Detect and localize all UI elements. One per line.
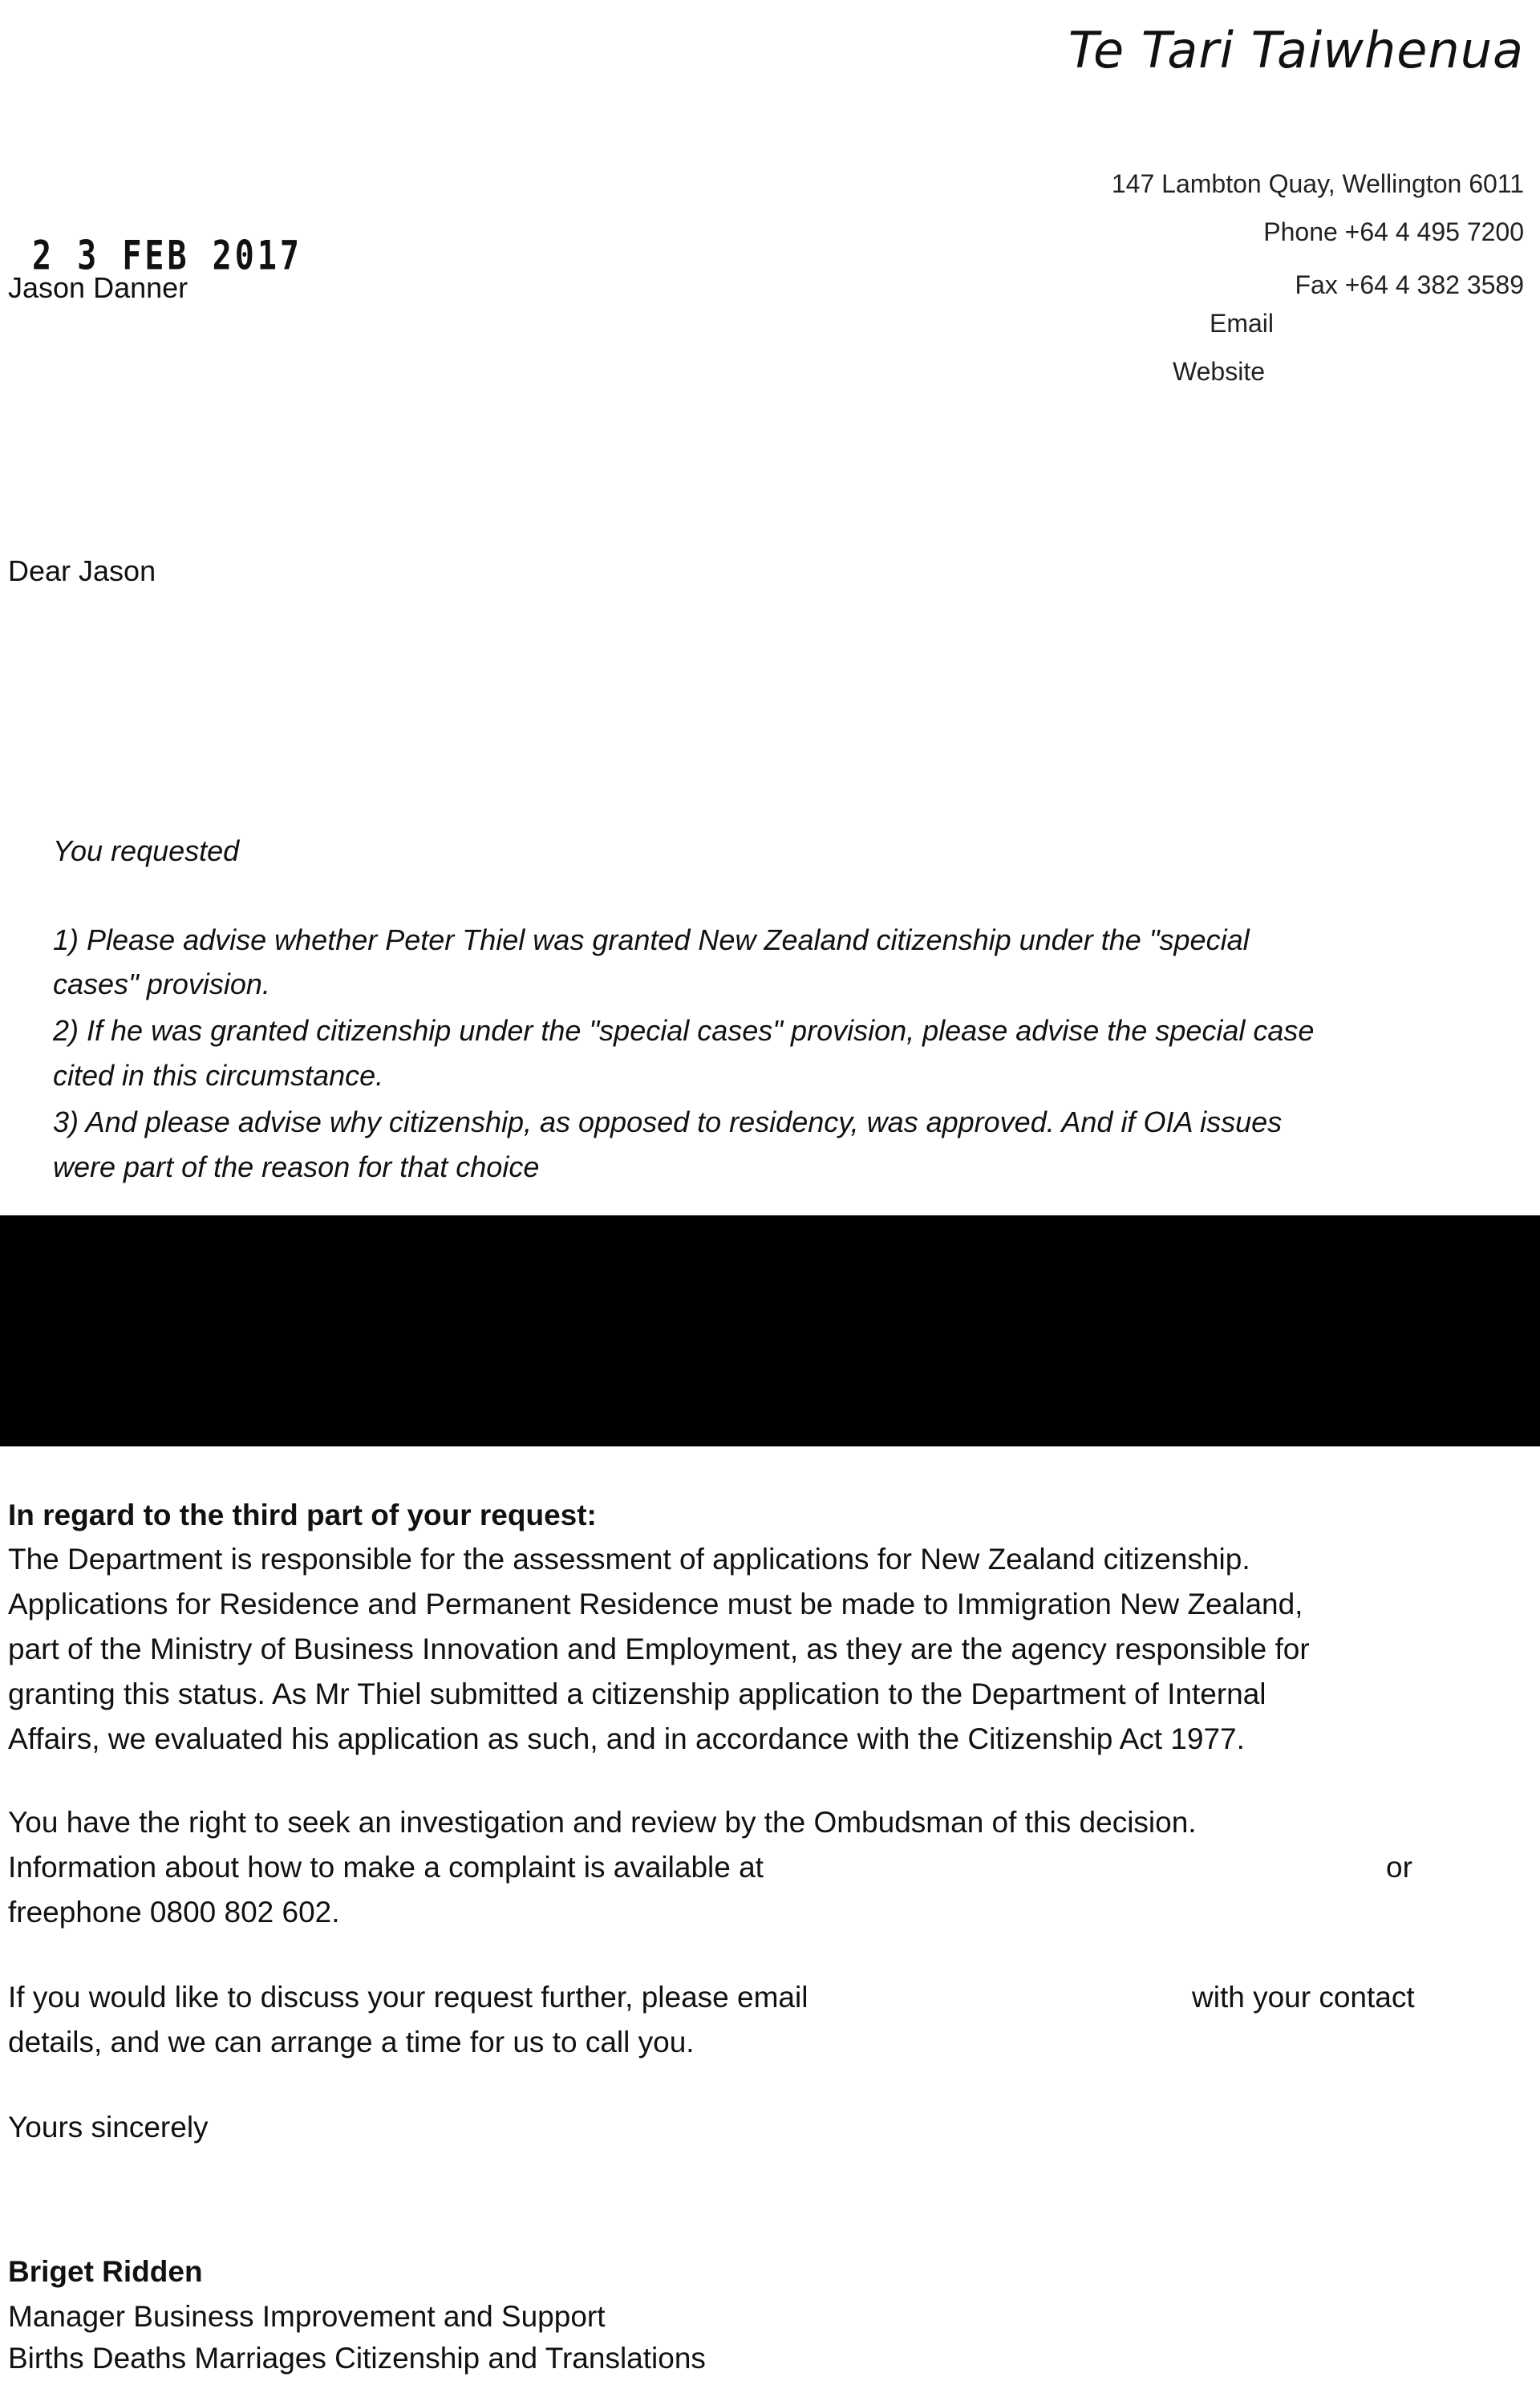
request-item-2-line1: 2) If he was granted citizenship under the "special cases" provision, please advise the special case — [53, 1014, 1315, 1047]
ombudsman-line-1: You have the right to seek an investigation and review by the Ombudsman of this decision. — [8, 1806, 1197, 1839]
email-label: Email — [1210, 309, 1275, 338]
third-part-line: Applications for Residence and Permanent Residence must be made to Immigration New Zealand, — [8, 1588, 1303, 1620]
address-line: 147 Lambton Quay, Wellington 6011 — [1111, 169, 1524, 198]
discuss-line-1-end: with your contact — [1192, 1981, 1415, 2014]
request-item-1-line2: cases" provision. — [53, 967, 270, 1000]
organisation-name: Te Tari Taiwhenua — [1068, 21, 1524, 79]
closing: Yours sincerely — [8, 2111, 209, 2144]
third-part-line: part of the Ministry of Business Innovation and Employment, as they are the agency responsible for — [8, 1633, 1310, 1665]
request-item-1-line1: 1) Please advise whether Peter Thiel was granted New Zealand citizenship under the "special — [53, 923, 1250, 956]
third-part-heading: In regard to the third part of your request: — [8, 1499, 597, 1531]
ombudsman-line-2-start: Information about how to make a complaint is available at — [8, 1851, 764, 1884]
website-label: Website — [1173, 357, 1266, 386]
date-stamp: 2 3 FEB 2017 — [32, 233, 302, 279]
salutation: Dear Jason — [8, 554, 156, 587]
phone-line: Phone +64 4 495 7200 — [1263, 217, 1524, 246]
third-part-line: The Department is responsible for the assessment of applications for New Zealand citizenship. — [8, 1543, 1250, 1576]
request-item-2-line2: cited in this circumstance. — [53, 1059, 384, 1092]
ombudsman-line-2-end: or — [1386, 1851, 1412, 1884]
discuss-line-1-start: If you would like to discuss your request further, please email — [8, 1981, 808, 2014]
signatory-name: Briget Ridden — [8, 2255, 203, 2288]
fax-line: Fax +64 4 382 3589 — [1295, 270, 1524, 299]
request-item-3-line1: 3) And please advise why citizenship, as opposed to residency, was approved. And if OIA issues — [53, 1105, 1283, 1138]
request-item-3-line2: were part of the reason for that choice — [53, 1150, 540, 1183]
third-part-line: Affairs, we evaluated his application as such, and in accordance with the Citizenship Act 1977. — [8, 1722, 1245, 1755]
recipient-name: Jason Danner — [8, 271, 188, 304]
ombudsman-line-3: freephone 0800 802 602. — [8, 1896, 340, 1929]
third-part-line: granting this status. As Mr Thiel submitted a citizenship application to the Department of Internal — [8, 1677, 1266, 1710]
discuss-line-2: details, and we can arrange a time for us to call you. — [8, 2026, 695, 2059]
signatory-title: Manager Business Improvement and Support — [8, 2300, 606, 2333]
request-intro: You requested — [53, 834, 240, 867]
redaction-block — [0, 1215, 1540, 1446]
signatory-unit: Births Deaths Marriages Citizenship and Translations — [8, 2342, 706, 2375]
